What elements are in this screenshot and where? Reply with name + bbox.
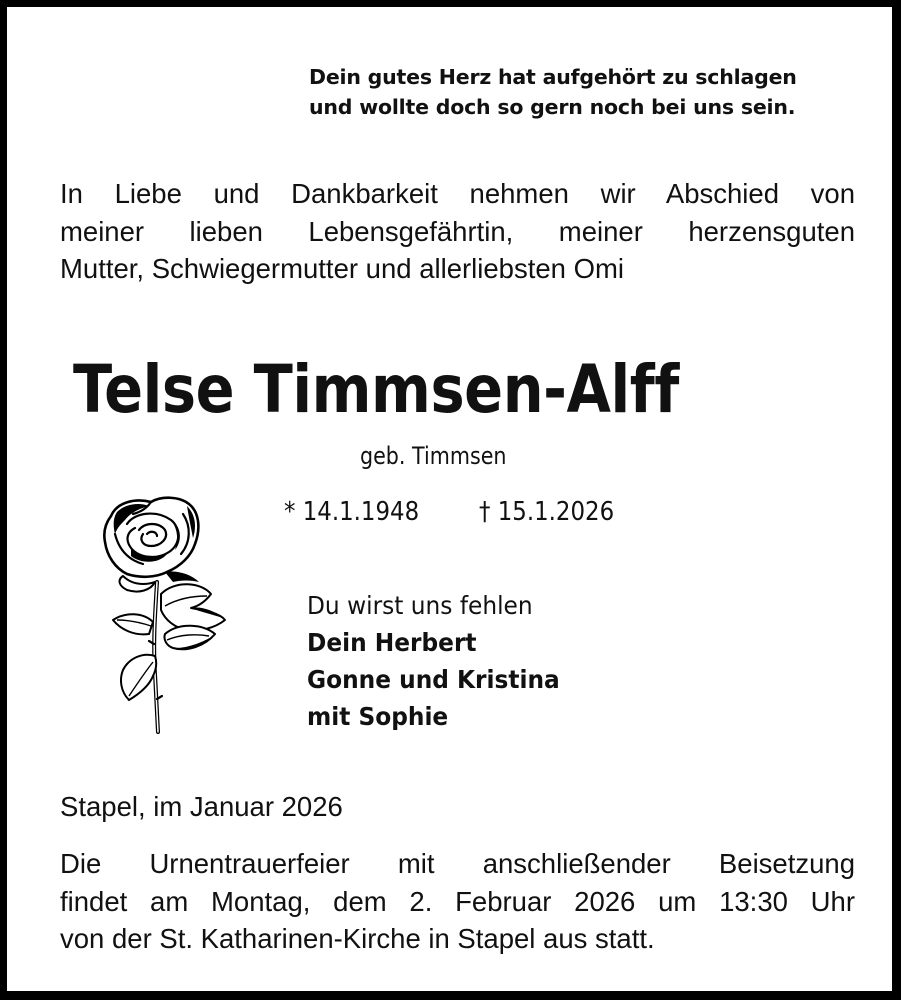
motto-verse (309, 62, 797, 122)
intro-line: In Liebe und Dankbarkeit nehmen wir Abschied von (60, 178, 855, 209)
ceremony-line: Die Urnentrauerfeier mit anschließender Beisetzung (60, 848, 855, 879)
deceased-name: Telse Timmsen-Alff (73, 351, 679, 428)
motto-line: und wollte doch so gern noch bei uns sein. (309, 95, 796, 119)
ceremony-paragraph (60, 845, 855, 958)
farewell-phrase: Du wirst uns fehlen (307, 591, 533, 620)
mourner-name: Gonne und Kristina (307, 665, 560, 694)
maiden-name: geb. Timmsen (360, 442, 507, 470)
mourner-name: mit Sophie (307, 702, 449, 731)
signoff-block (307, 587, 560, 735)
rose-icon (95, 494, 229, 734)
death-date: † 15.1.2026 (479, 497, 615, 527)
intro-paragraph (60, 175, 855, 288)
ceremony-line: von der St. Katharinen-Kirche in Stapel aus statt. (60, 923, 655, 954)
motto-line: Dein gutes Herz hat aufgehört zu schlagen (309, 65, 797, 89)
birth-date: * 14.1.1948 (284, 497, 420, 527)
place-date: Stapel, im Januar 2026 (60, 791, 343, 822)
intro-line: Mutter, Schwiegermutter und allerliebsten Omi (60, 253, 624, 284)
mourner-name: Dein Herbert (307, 628, 477, 657)
intro-line: meiner lieben Lebensgefährtin, meiner herzensguten (60, 215, 855, 247)
ceremony-line: findet am Montag, dem 2. Februar 2026 um 13:30 Uhr (60, 885, 855, 917)
